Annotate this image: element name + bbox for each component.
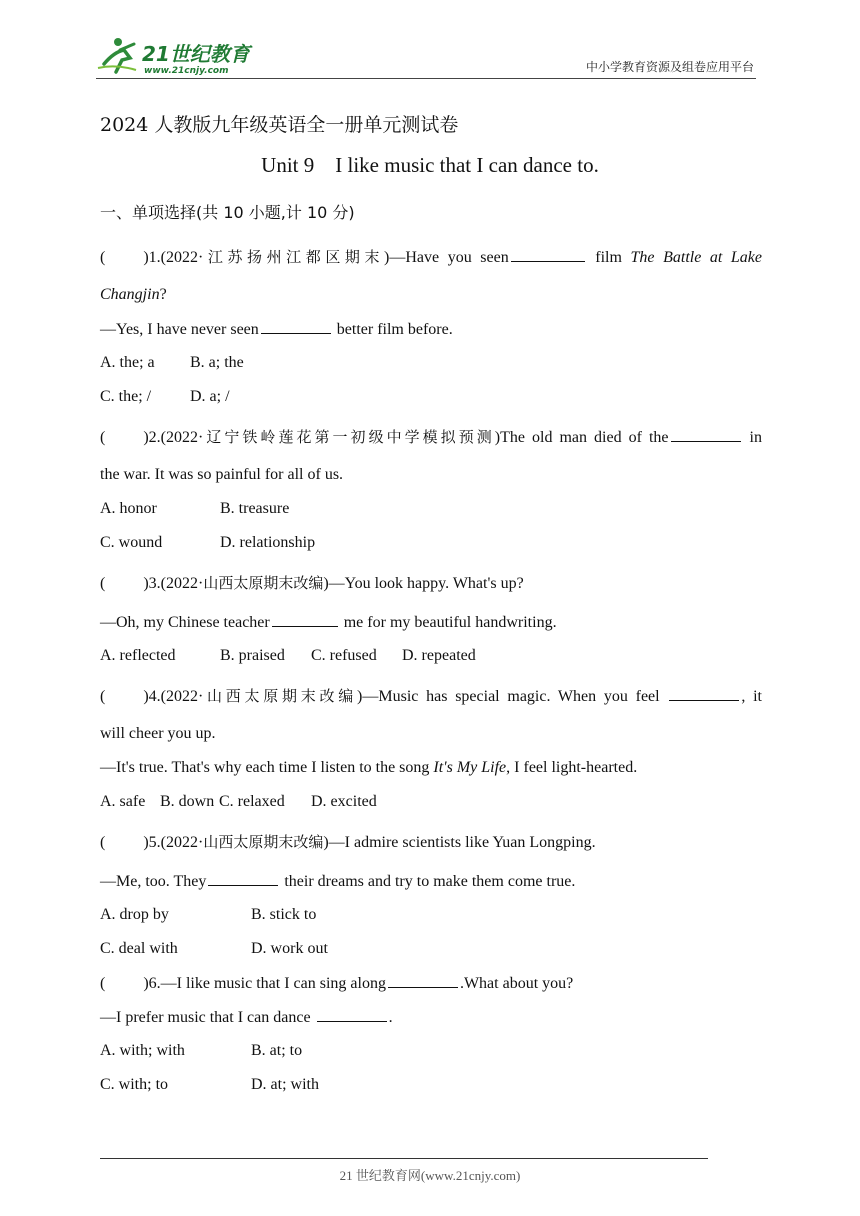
q5-option-c: C. deal with (100, 940, 178, 957)
q6-option-d: D. at; with (251, 1076, 319, 1093)
q2-option-c: C. wound (100, 534, 163, 551)
question-6-line2: —I prefer music that I can dance . (100, 1009, 393, 1026)
q2-option-b: B. treasure (220, 500, 290, 517)
q4-option-b: B. down (160, 793, 215, 810)
answer-blank (272, 612, 338, 627)
q5-option-b: B. stick to (251, 906, 317, 923)
section-title: 一、单项选择(共 10 小题,计 10 分) (100, 203, 355, 222)
q1-option-b: B. a; the (190, 354, 244, 371)
question-2-line2: the war. It was so painful for all of us. (100, 466, 344, 483)
q6-option-b: B. at; to (251, 1042, 303, 1059)
page-footer: 21 世纪教育网(www.21cnjy.com) (339, 1168, 521, 1183)
question-5-stem: ( )5.(2022·山西太原期末改编)—I admire scientists like Yuan Longping. (100, 833, 596, 851)
question-2-stem: ( )2.(2022·辽宁铁岭莲花第一初级中学模拟预测)The old man died of the in (100, 428, 762, 446)
question-4-stem: ( )4.(2022·山西太原期末改编)—Music has special magic. When you feel , it (100, 687, 762, 705)
question-3-line2: —Oh, my Chinese teacher me for my beautiful handwriting. (100, 614, 557, 631)
q6-option-a: A. with; with (100, 1042, 185, 1059)
header-platform-text: 中小学教育资源及组卷应用平台 (585, 60, 754, 74)
question-5-line2: —Me, too. They their dreams and try to make them come true. (100, 873, 576, 890)
answer-blank (671, 427, 741, 442)
q1-option-d: D. a; / (190, 388, 230, 405)
q1-option-a: A. the; a (100, 354, 155, 371)
q2-option-a: A. honor (100, 500, 157, 517)
answer-blank (388, 973, 458, 988)
paper-title: 2024 人教版九年级英语全一册单元测试卷 (100, 114, 459, 136)
question-6-stem: ( )6.—I like music that I can sing along .What about you? (100, 975, 574, 992)
q2-option-d: D. relationship (220, 534, 316, 551)
answer-blank (261, 319, 331, 334)
question-3-stem: ( )3.(2022·山西太原期末改编)—You look happy. What's up? (100, 574, 524, 592)
q3-option-d: D. repeated (402, 647, 476, 664)
q4-option-c: C. relaxed (219, 793, 285, 810)
q3-option-b: B. praised (220, 647, 285, 664)
q3-option-a: A. reflected (100, 647, 176, 664)
q4-option-d: D. excited (311, 793, 377, 810)
svg-text:www.21cnjy.com: www.21cnjy.com (144, 66, 229, 76)
q1-option-c: C. the; / (100, 388, 152, 405)
answer-blank (208, 871, 278, 886)
answer-blank (511, 247, 585, 262)
question-4-line2: will cheer you up. (100, 725, 216, 742)
question-4-line3: —It's true. That's why each time I listen to the song It's My Life, I feel light-hearted. (100, 759, 638, 776)
question-1-line2: —Yes, I have never seen better film before. (100, 321, 453, 338)
q5-option-d: D. work out (251, 940, 328, 957)
page-header (96, 30, 756, 79)
question-1-stem-cont: Changjin? (100, 286, 167, 303)
q6-option-c: C. with; to (100, 1076, 169, 1093)
svg-text:21世纪教育: 21世纪教育 (142, 42, 250, 66)
footer-divider (100, 1158, 708, 1159)
unit-title: Unit 9 I like music that I can dance to. (261, 153, 599, 177)
answer-blank (669, 686, 739, 701)
q3-option-c: C. refused (311, 647, 377, 664)
answer-blank (317, 1007, 387, 1022)
q5-option-a: A. drop by (100, 906, 169, 923)
question-1-stem: ( )1.(2022·江苏扬州江都区期末)—Have you seen film The Battle at Lake (100, 248, 763, 266)
q4-option-a: A. safe (100, 793, 146, 810)
21cnjy-logo (96, 34, 266, 78)
